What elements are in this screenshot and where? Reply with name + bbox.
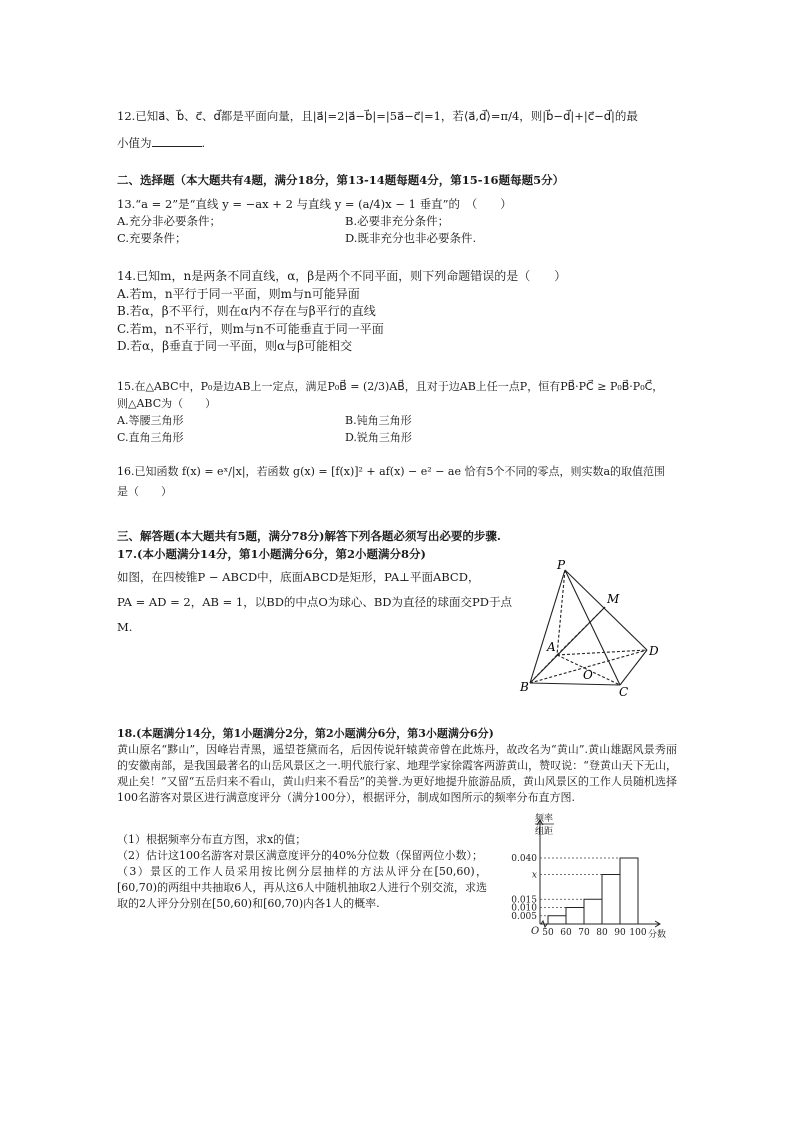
q17-header: 17.(本小题满分14分，第1小题满分6分，第2小题满分8分) <box>117 547 426 561</box>
x-tick-label: 60 <box>560 928 572 938</box>
origin-label: O <box>531 926 540 937</box>
y-axis-label-top: 频率 <box>535 814 554 824</box>
question-16 <box>117 462 677 502</box>
pyramid-figure <box>515 555 675 700</box>
histogram-bar <box>548 916 566 924</box>
q12-line2: 小值为 <box>117 136 152 150</box>
q15-option-d: D.锐角三角形 <box>345 431 412 444</box>
q15-line2: 则△ABC为（ ） <box>117 397 217 410</box>
y-tick-label: x <box>531 870 537 881</box>
q18-subquestions <box>117 832 487 912</box>
label-m: M <box>607 592 620 606</box>
question-14 <box>117 268 677 356</box>
label-p: P <box>557 558 566 572</box>
q13-option-b: B.必要非充分条件； <box>345 214 450 228</box>
q17-line3: M. <box>117 620 133 634</box>
y-tick-label: 0.040 <box>511 854 537 864</box>
q18-sub-3: （3）景区的工作人员采用按比例分层抽样的方法从评分在[50,60)，[60,70)的两组中共抽取6人，再从这6人中随机抽取2人进行个别交流，求选取的2人评分分别在[50,60)和[60,70)内各1人的概率. <box>117 865 487 910</box>
q18-header: 18.(本题满分14分，第1小题满分2分，第2小题满分6分，第3小题满分6分) <box>117 727 494 740</box>
question-15 <box>117 378 677 446</box>
y-tick-label: 0.010 <box>511 903 537 914</box>
label-o: O <box>583 668 593 682</box>
q18-passage: 黄山原名“黟山”，因峰岩青黑，遥望苍黛而名，后因传说轩辕黄帝曾在此炼丹，故改名为“黄山”.黄山雄踞风景秀丽的安徽南部，是我国最著名的山岳风景区之一.明代旅行家、地理学家徐霞客两游黄山，赞叹说：“登黄山天下无山，观止矣！”又留“五岳归来不看山，黄山归来不看岳”的美誉.为更好地提升旅游品质，黄山风景区的工作人员随机选择100名游客对景区进行满意度评分（满分100分），根据评分，制成如图所示的频率分布直方图. <box>117 743 677 804</box>
label-a: A <box>547 640 556 654</box>
q17-line2: PA = AD = 2，AB = 1，以BD的中点O为球心、BD为直径的球面交PD于点 <box>117 595 512 609</box>
section-2-title: 二、选择题（本大题共有4题，满分18分，第13-14题每题4分，第15-16题每题5分） <box>117 173 565 187</box>
q15-line1: 15.在△ABC中，P₀是边AB上一定点，满足P₀B⃗ = (2/3)AB⃗，且对于边AB上任一点P，恒有PB⃗·PC⃗ ≥ P₀B⃗·P₀C⃗， <box>117 380 664 393</box>
q18-sub-1: （1）根据频率分布直方图，求x的值； <box>117 833 307 846</box>
q13-stem: 13.“a = 2”是“直线 y = −ax + 2 与直线 y = (a/4)x − 1 垂直”的 （ ） <box>117 197 512 211</box>
histogram-bar <box>620 858 638 924</box>
q14-option-a: A.若m，n平行于同一平面，则m与n可能异面 <box>117 286 360 301</box>
question-12 <box>117 108 677 152</box>
q14-option-b: B.若α，β不平行，则在α内不存在与β平行的直线 <box>117 304 376 318</box>
y-tick-label: 0.005 <box>511 911 537 922</box>
x-axis-label: 分数 <box>648 930 667 940</box>
q15-option-a: A.等腰三角形 <box>117 414 184 427</box>
x-tick-label: 90 <box>614 928 626 938</box>
q13-option-d: D.既非充分也非必要条件. <box>345 231 477 245</box>
histogram-bar <box>566 908 584 925</box>
x-tick-label: 70 <box>578 928 590 938</box>
x-tick-label: 100 <box>629 928 647 938</box>
label-d: D <box>649 644 659 658</box>
q15-option-c: C.直角三角形 <box>117 431 184 444</box>
q14-option-d: D.若α，β垂直于同一平面，则α与β可能相交 <box>117 339 353 353</box>
q12-line1: 12.已知a⃗、b⃗、c⃗、d⃗都是平面向量，且|a⃗|=2|a⃗−b⃗|=|5a⃗−c⃗|=1，若⟨a⃗,d⃗⟩=π/4，则|b⃗−d⃗|+|c⃗−d⃗|的最 <box>117 109 638 123</box>
y-axis-label-bottom: 组距 <box>535 827 554 837</box>
q12-line2-end: . <box>201 136 206 150</box>
q13-option-a: A.充分非必要条件； <box>117 214 221 228</box>
q18-sub-2: （2）估计这100名游客对景区满意度评分的40%分位数（保留两位小数）； <box>117 849 483 862</box>
label-b: B <box>520 680 529 694</box>
label-c: C <box>619 685 629 699</box>
x-tick-label: 80 <box>596 928 608 938</box>
histogram-bar <box>584 899 602 924</box>
answer-blank <box>152 136 202 147</box>
question-13 <box>117 196 677 247</box>
q16-line2: 是（ ） <box>117 485 172 498</box>
q14-stem: 14.已知m，n是两条不同直线，α，β是两个不同平面，则下列命题错误的是（ ） <box>117 269 567 283</box>
x-tick-label: 50 <box>542 928 554 938</box>
frequency-histogram <box>500 812 670 942</box>
q16-line1: 16.已知函数 f(x) = eˣ/|x|，若函数 g(x) = [f(x)]² + af(x) − e² − ae 恰有5个不同的零点，则实数a的取值范围 <box>117 465 666 478</box>
question-17 <box>117 546 517 636</box>
question-18 <box>117 726 677 806</box>
q14-option-c: C.若m，n不平行，则m与n不可能垂直于同一平面 <box>117 321 384 336</box>
q15-option-b: B.钝角三角形 <box>345 414 412 427</box>
q13-option-c: C.充要条件； <box>117 231 187 245</box>
histogram-bar <box>602 875 620 925</box>
section-3-title: 三、解答题(本大题共有5题，满分78分)解答下列各题必须写出必要的步骤. <box>117 529 501 543</box>
y-tick-label: 0.015 <box>511 895 537 906</box>
q17-line1: 如图，在四棱锥P − ABCD中，底面ABCD是矩形，PA⊥平面ABCD， <box>117 570 480 584</box>
